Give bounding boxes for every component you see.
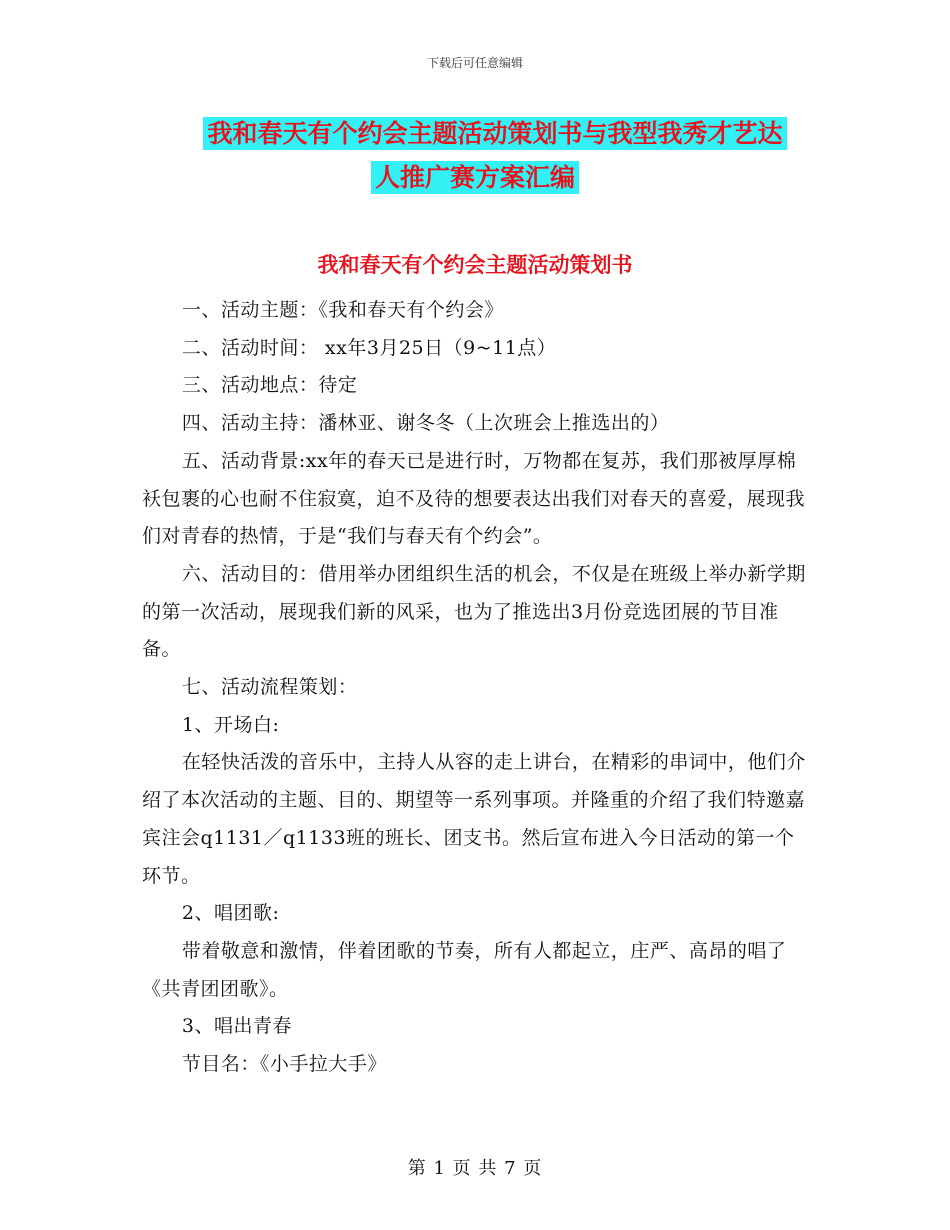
paragraph-anthem-heading: 2、唱团歌:: [181, 902, 280, 925]
page-footer: 第 1 页 共 7 页: [407, 1158, 543, 1179]
paragraph-activity-process: 七、活动流程策划：: [181, 676, 358, 699]
document-title-line-1: [20, 114, 950, 150]
paragraph-activity-hosts: 四、活动主持：潘林亚、谢冬冬（上次班会上推选出的）: [181, 412, 670, 435]
document-body: [142, 292, 812, 1084]
header-note: 下载后可任意编辑: [426, 56, 523, 70]
paragraph-activity-theme: 一、活动主题：《我和春天有个约会》: [181, 299, 504, 321]
document-title-line-2-text: 人推广赛方案汇编: [371, 161, 579, 194]
paragraph-program-name: 节目名：《小手拉大手》: [181, 1053, 387, 1076]
paragraph-opening-body: 在轻快活泼的音乐中，主持人从容的走上讲台，在精彩的串词中，他们介绍了本次活动的主题、目的、期望等一系列事项。并隆重的介绍了我们特邀嘉宾注会q1131／q1133班的班长、团支书。然后宣布进入今日活动的第一个环节。: [142, 751, 806, 887]
paragraph-anthem-body: 带着敬意和激情，伴着团歌的节奏，所有人都起立，庄严、高昂的唱了《共青团团歌》。: [142, 939, 787, 1000]
section-title: 我和春天有个约会主题活动策划书: [317, 253, 633, 277]
document-title-line-2: [0, 158, 950, 194]
document-title-line-1-text: 我和春天有个约会主题活动策划书与我型我秀才艺达: [203, 117, 786, 150]
paragraph-youth-heading: 3、唱出青春: [181, 1015, 292, 1038]
paragraph-activity-location: 三、活动地点：待定: [181, 374, 358, 397]
paragraph-opening-heading: 1、开场白:: [181, 713, 280, 736]
paragraph-activity-purpose: 六、活动目的：借用举办团组织生活的机会，不仅是在班级上举办新学期的第一次活动，展现我们新的风采，也为了推选出3月份竞选团展的节目准备。: [142, 562, 806, 661]
paragraph-activity-time: 二、活动时间： xx年3月25日（9~11点）: [181, 336, 557, 359]
paragraph-activity-background: 五、活动背景:xx年的春天已是进行时，万物都在复苏，我们那被厚厚棉袄包裹的心也耐不住寂寞，迫不及待的想要表达出我们对春天的喜爱，展现我们对青春的热情，于是“我们与春天有个约会”。: [142, 449, 806, 548]
